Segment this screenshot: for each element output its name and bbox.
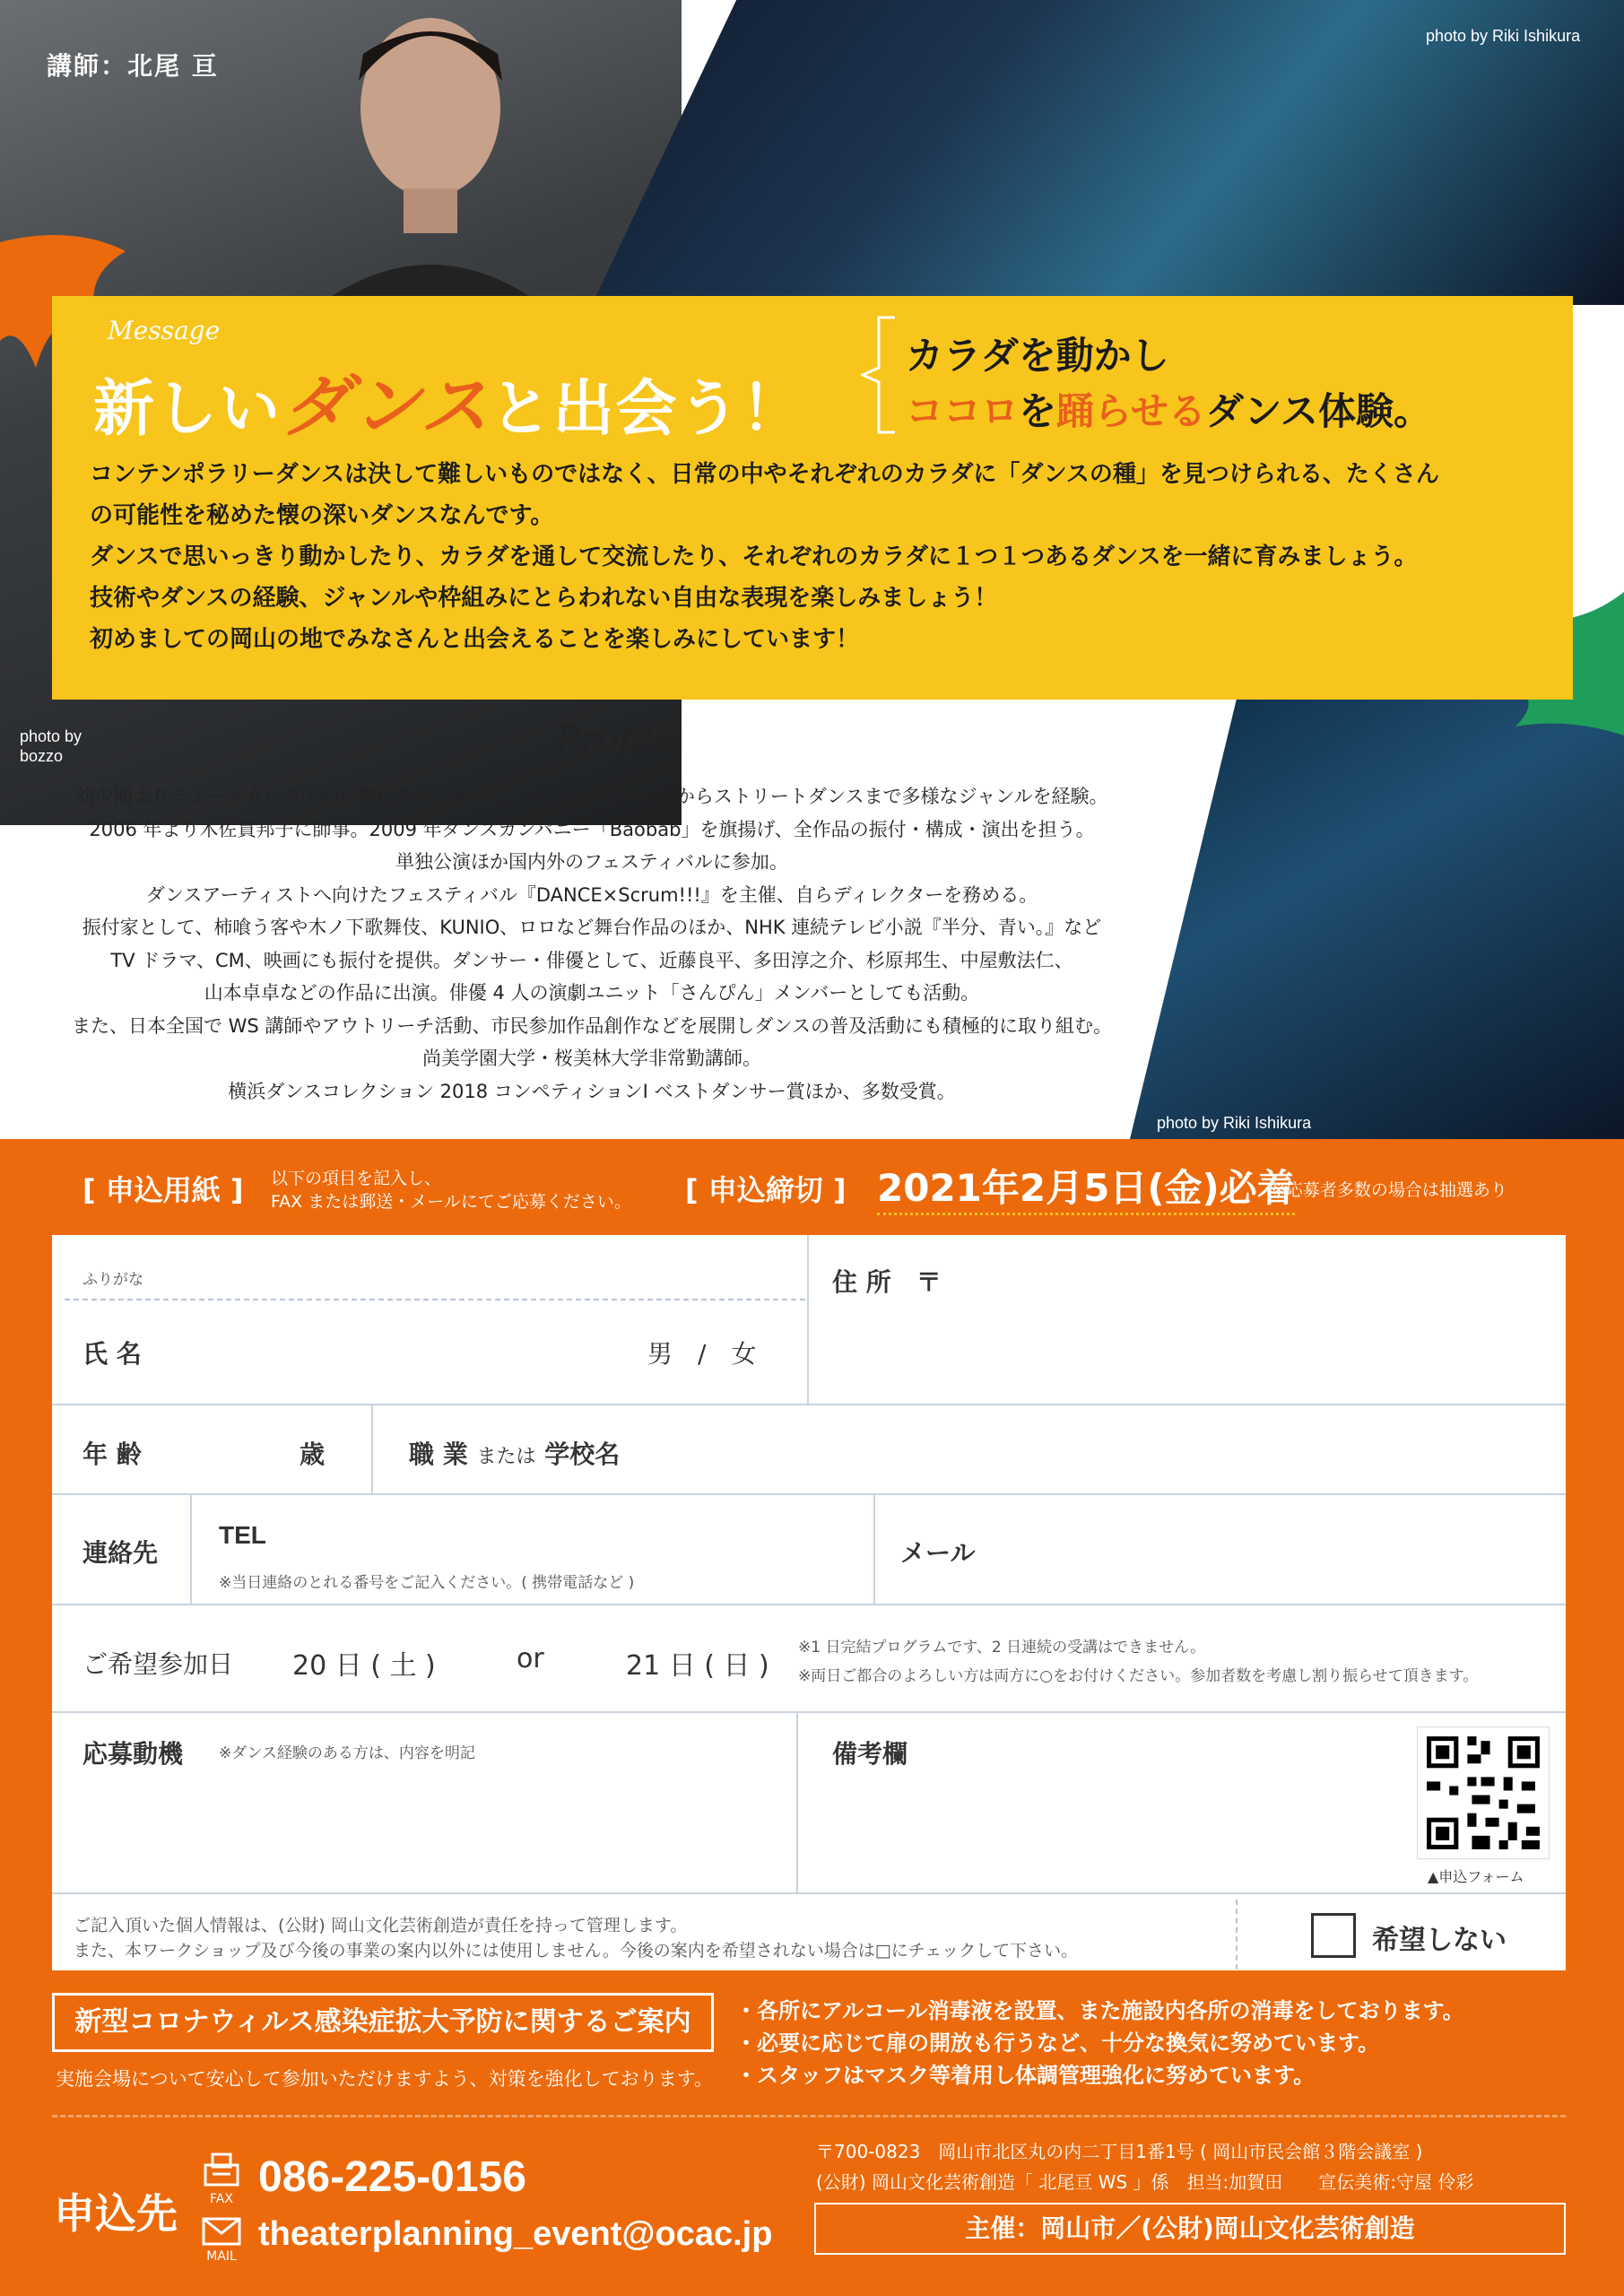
message-body: [90, 454, 1542, 660]
form-divider: [371, 1404, 373, 1495]
fax-number[interactable]: 086-225-0156: [258, 2153, 526, 2201]
catch-line-2: ココロを踊らせるダンス体験。: [906, 389, 1431, 433]
message-line: 初めましての岡山の地でみなさんと出会えることを楽しみにしています！: [90, 626, 860, 653]
address-field[interactable]: 住 所 〒: [832, 1267, 942, 1297]
profile-line: TV ドラマ、CM、映画にも振付を提供。ダンサー・俳優として、近藤良平、多田淳之介、杉原邦生、中屋敷法仁、: [110, 949, 1073, 971]
contact-label: 連絡先: [83, 1538, 159, 1568]
furigana-label: ふりがな: [83, 1271, 143, 1289]
message-line: 技術やダンスの経験、ジャンルや枠組みにとらわれない自由な表現を楽しみましょう！: [90, 585, 998, 612]
profile-line: 幼少期よりミュージカルを中心に舞台芸術に関わり、クラシックバレエからストリートダンスまで多様なジャンルを経験。: [75, 786, 1108, 807]
sponsor-box: 主催：岡山市／(公財)岡山文化芸術創造: [814, 2203, 1566, 2255]
covid-notice-title: 新型コロナウィルス感染症拡大予防に関するご案内: [52, 1993, 714, 2052]
age-field[interactable]: 年 齢: [83, 1439, 142, 1469]
form-divider: [796, 1711, 798, 1894]
deadline-date: 2021年2月5日(金)必着: [877, 1159, 1295, 1215]
form-divider: [52, 1711, 1566, 1713]
instructor-portrait: [242, 0, 619, 323]
form-note-2: FAX または郵送・メールにてご応募ください。: [271, 1192, 631, 1212]
application-form: [52, 1235, 1566, 1970]
qr-code[interactable]: [1417, 1726, 1550, 1859]
tel-note: ※当日連絡のとれる番号をご記入ください。( 携帯電話など ): [219, 1574, 635, 1592]
list-item: ・必要に応じて扉の開放も行うなど、十分な換気に努めています。: [735, 2031, 1380, 2056]
form-label: [ 申込用紙 ]: [83, 1173, 244, 1207]
photo-credit-left: photo by bozzo: [20, 727, 83, 765]
instructor-label: 講師：北尾 亘: [47, 51, 219, 81]
date-note-1: ※1 日完結プログラムです、2 日連続の受講はできません。: [798, 1639, 1206, 1657]
fax-icon-label: FAX: [210, 2192, 233, 2206]
headline: [93, 352, 804, 449]
mail-icon-label: MAIL: [206, 2249, 237, 2264]
profile-line: また、日本全国で WS 講師やアウトリーチ活動、市民参加作品創作などを展開しダンスの普及活動にも積極的に取り組む。: [71, 1014, 1113, 1037]
performance-photo-top: [592, 0, 1624, 305]
profile-line: 山本卓卓などの作品に出演。俳優 4 人の演劇ユニット「さんぴん」メンバーとしても活動。: [204, 982, 980, 1004]
optout-checkbox[interactable]: [1311, 1913, 1356, 1958]
list-item: ・各所にアルコール消毒液を設置、また施設内各所の消毒をしております。: [735, 1998, 1464, 2023]
catch-line-1: カラダを動かし: [906, 334, 1169, 378]
email-link[interactable]: theaterplanning_event@ocac.jp: [258, 2215, 773, 2253]
profile-tag: Profile: [556, 719, 676, 761]
form-divider: [52, 1493, 1566, 1495]
list-item: ・スタッフはマスク等着用し体調管理強化に努めています。: [735, 2063, 1316, 2088]
deadline-note: ※応募者多数の場合は抽選あり: [1272, 1180, 1507, 1200]
photo-credit-bottom: photo by Riki Ishikura: [1157, 1114, 1312, 1132]
privacy-line-2: また、本ワークショップ及び今後の事業の案内以外には使用しません。今後の案内を希望されない場合は□にチェックして下さい。: [74, 1941, 1079, 1961]
motive-field[interactable]: 応募動機: [83, 1739, 184, 1769]
gender-field[interactable]: 男 / 女: [647, 1339, 757, 1369]
form-divider: [190, 1493, 192, 1605]
occupation-field[interactable]: 職 業 または 学校名: [409, 1439, 621, 1469]
profile-line: 尚美学園大学・桜美林大学非常勤講師。: [422, 1048, 761, 1069]
date-label: ご希望参加日: [83, 1649, 234, 1679]
covid-measures: [735, 1995, 1464, 2092]
photo-credit-top: photo by Riki Ishikura: [1426, 27, 1581, 45]
mail-field[interactable]: メール: [900, 1538, 976, 1568]
headline-pre: 新しい: [93, 374, 282, 445]
form-divider: [52, 1892, 1566, 1894]
date-or: or: [517, 1643, 544, 1674]
furigana-divider: [65, 1299, 805, 1300]
tel-field[interactable]: TEL: [219, 1521, 266, 1549]
deadline-label: [ 申込締切 ]: [685, 1173, 847, 1207]
performance-photo-bottom: [1130, 691, 1624, 1139]
age-unit: 歳: [300, 1439, 326, 1469]
optout-divider: [1236, 1900, 1238, 1970]
message-line: ダンスで思いっきり動かしたり、カラダを通して交流したり、それぞれのカラダに１つ１つあるダンスを一緒に育みましょう。: [90, 544, 1418, 570]
form-divider: [52, 1404, 1566, 1405]
form-divider: [807, 1235, 809, 1405]
section-divider: [52, 2115, 1566, 2118]
fax-icon: [199, 2152, 244, 2206]
date-note-2: ※両日ご都合のよろしい方は両方に○をお付けください。参加者数を考慮し割り振らせて頂きます。: [798, 1667, 1479, 1685]
headline-accent: ダンス: [282, 366, 491, 446]
address-line-2: (公財) 岡山文化芸術創造「 北尾亘 WS 」係 担当:加賀田 宣伝美術:守屋 伶彩: [816, 2171, 1474, 2193]
remarks-field[interactable]: 備考欄: [832, 1739, 908, 1769]
motive-note: ※ダンス経験のある方は、内容を明記: [219, 1744, 475, 1762]
catch-bracket: [861, 316, 897, 434]
profile-line: 横浜ダンスコレクション 2018 コンペティションⅠ ベストダンサー賞ほか、多数受賞。: [228, 1080, 956, 1102]
mail-icon: [199, 2217, 244, 2264]
message-line: の可能性を秘めた懐の深いダンスなんです。: [90, 502, 554, 529]
profile-line: 振付家として、柿喰う客や木ノ下歌舞伎、KUNIO、ロロなど舞台作品のほか、NHK 連続テレビ小説『半分、青い。』など: [82, 917, 1102, 938]
apply-to-label: 申込先: [54, 2189, 178, 2238]
profile-body: [54, 780, 1130, 1108]
form-divider: [52, 1604, 1566, 1605]
covid-notice-sub: 実施会場について安心して参加いただけますよう、対策を強化しております。: [56, 2068, 713, 2090]
name-field[interactable]: 氏 名: [83, 1339, 142, 1369]
catch-copy: [906, 328, 1431, 439]
headline-post: と出会う！: [490, 374, 804, 445]
privacy-line-1: ご記入頂いた個人情報は、(公財) 岡山文化芸術創造が責任を持って管理します。: [74, 1916, 688, 1935]
message-tag: Message: [108, 316, 221, 345]
date-option-21[interactable]: 21 日 ( 日 ): [626, 1650, 769, 1682]
date-option-20[interactable]: 20 日 ( 土 ): [292, 1650, 436, 1682]
organizer-address: [816, 2136, 1473, 2197]
profile-line: ダンスアーティストへ向けたフェスティバル『DANCE×Scrum!!!』を主催、自らディレクターを務める。: [145, 883, 1038, 906]
qr-caption: ▲申込フォーム: [1428, 1868, 1524, 1885]
profile-line: 2006 年より木佐貫邦子に師事。2009 年ダンスカンパニー「Baobab」を旗揚げ、全作品の振付・構成・演出を担う。: [89, 818, 1095, 840]
optout-label: 希望しない: [1372, 1925, 1507, 1956]
form-note-1: 以下の項目を記入し、: [271, 1169, 442, 1188]
form-divider: [873, 1493, 875, 1605]
address-line-1: 〒700-0823 岡山市北区丸の内二丁目1番1号 ( 岡山市民会館３階会議室 ): [816, 2141, 1423, 2162]
message-line: コンテンポラリーダンスは決して難しいものではなく、日常の中やそれぞれのカラダに「ダンスの種」を見つけられる、たくさん: [90, 461, 1439, 488]
profile-line: 単独公演ほか国内外のフェスティバルに参加。: [395, 851, 788, 873]
